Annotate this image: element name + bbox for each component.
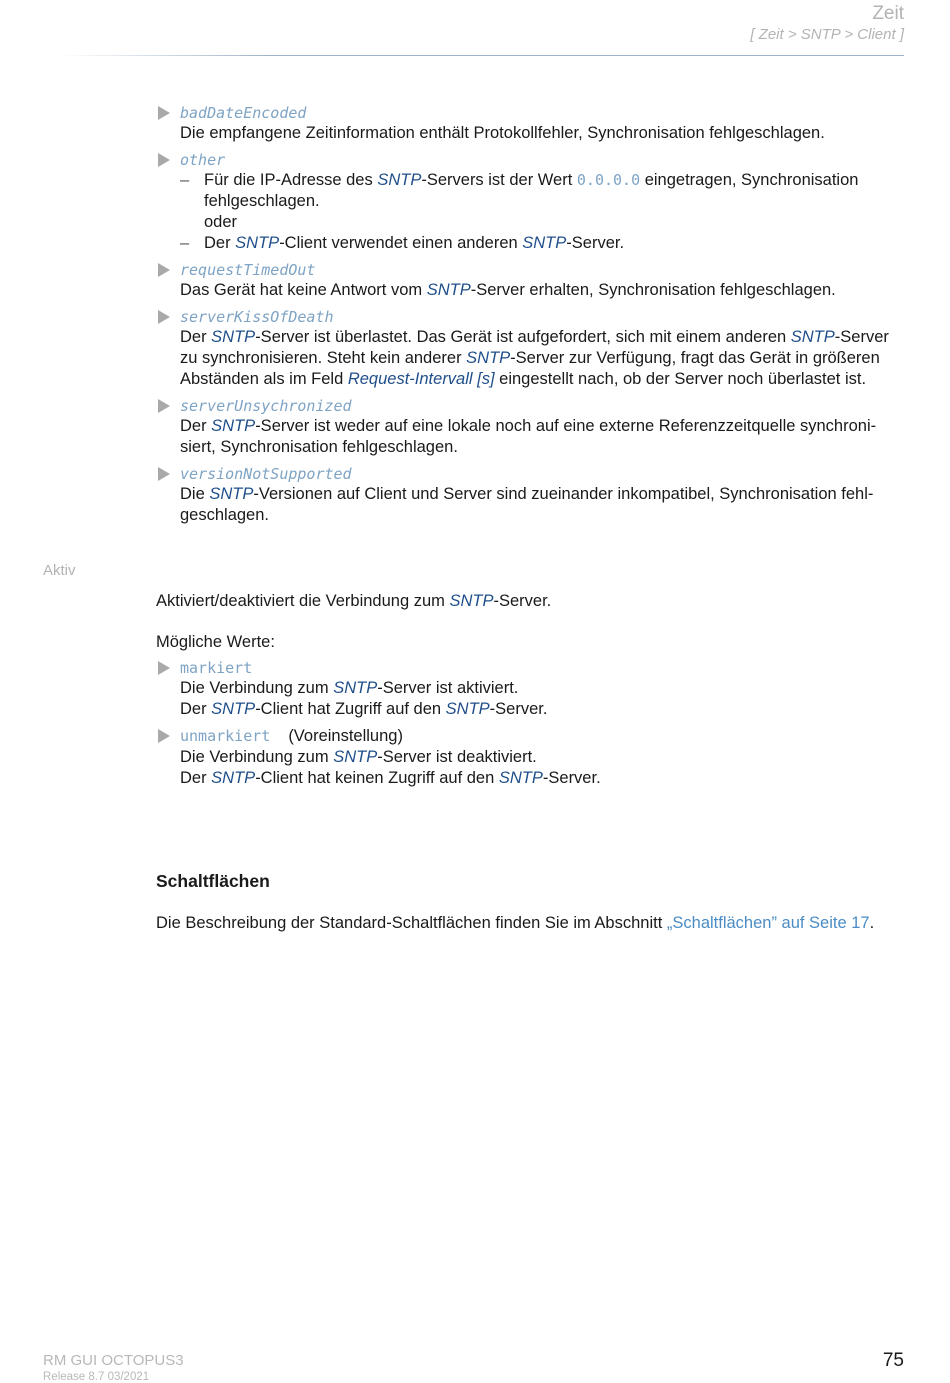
value-code: serverUnsychronized [180, 397, 352, 415]
term-sntp: SNTP [790, 328, 835, 346]
default-note: (Voreinstellung) [288, 727, 403, 745]
value-description: Die empfangene Zeitinformation enthält Protokollfehler, Synchronisation fehlgeschlagen. [180, 124, 825, 142]
possible-values-label: Mögliche Werte: [156, 633, 275, 651]
term-sntp: SNTP [211, 417, 256, 435]
value-code: unmarkiert [180, 727, 271, 745]
value-code: requestTimedOut [180, 261, 316, 279]
bullet-triangle-icon [158, 729, 170, 743]
list-item [156, 726, 906, 789]
bullet-triangle-icon [158, 399, 170, 413]
value-code: markiert [180, 659, 253, 677]
value-code: serverKissOfDeath [180, 308, 334, 326]
list-item [156, 658, 906, 720]
bullet-triangle-icon [158, 263, 170, 277]
header-divider [60, 55, 904, 56]
sub-item: – Der SNTP-Client verwendet einen anderen SNTP-Server. [180, 234, 625, 252]
value-code: versionNotSupported [180, 465, 352, 483]
term-sntp: SNTP [211, 328, 256, 346]
section-heading: Schaltflächen [156, 871, 270, 891]
term-sntp: SNTP [426, 281, 471, 299]
bullet-triangle-icon [158, 467, 170, 481]
term-sntp: SNTP [209, 485, 254, 503]
term-sntp: SNTP [333, 748, 378, 766]
list-item [156, 396, 906, 458]
section-text: Die Beschreibung der Standard-Schaltflächen finden Sie im Abschnitt „Schaltflächen” auf Seite 17. [156, 914, 875, 932]
aktiv-section [156, 591, 906, 795]
status-value-list [156, 103, 906, 532]
list-item [156, 150, 906, 254]
term-sntp: SNTP [333, 679, 378, 697]
list-item [156, 103, 906, 144]
list-item [156, 260, 906, 301]
or-text: oder [204, 213, 238, 231]
value-description: Der SNTP-Server ist weder auf eine lokale noch auf eine externe Referenzzeitquelle synchroni- siert, Synchronisation fehlgeschlagen. [180, 417, 877, 456]
breadcrumb: [ Zeit > SNTP > Client ] [750, 26, 904, 43]
term-sntp: SNTP [445, 700, 490, 718]
term-sntp: SNTP [211, 769, 256, 787]
bullet-triangle-icon [158, 661, 170, 675]
list-item [156, 307, 906, 390]
cross-reference-link[interactable]: „Schaltflächen” auf Seite 17 [666, 914, 870, 932]
field-reference: Request-Intervall [s] [347, 370, 495, 388]
field-label-aktiv: Aktiv [43, 562, 76, 579]
value-code: badDateEncoded [180, 104, 307, 122]
value-description: Die Verbindung zum SNTP-Server ist deaktiviert. Der SNTP-Client hat keinen Zugriff auf den SNTP-Server. [180, 748, 601, 787]
sub-item: – Für die IP-Adresse des SNTP-Servers ist der Wert 0.0.0.0 eingetragen, Synchronisation fehlgeschlagen. oder [180, 171, 859, 231]
header-title: Zeit [872, 3, 904, 24]
value-description: Das Gerät hat keine Antwort vom SNTP-Server erhalten, Synchronisation fehlgeschlagen. [180, 281, 836, 299]
page-number: 75 [882, 1350, 904, 1371]
term-sntp: SNTP [377, 171, 422, 189]
value-description: Die SNTP-Versionen auf Client und Server sind zueinander inkompatibel, Synchronisation fehl- geschlagen. [180, 485, 874, 524]
bullet-triangle-icon [158, 153, 170, 167]
dash-bullet: – [180, 171, 190, 189]
footer-release: Release 8.7 03/2021 [43, 1371, 150, 1383]
list-item [156, 464, 906, 526]
term-sntp: SNTP [449, 592, 494, 610]
value-heading [180, 726, 906, 747]
footer-product: RM GUI OCTOPUS3 [43, 1352, 184, 1369]
term-sntp: SNTP [466, 349, 511, 367]
value-code: other [180, 151, 226, 169]
value-description: Der SNTP-Server ist überlastet. Das Gerät ist aufgefordert, sich mit einem anderen SNTP-Server zu synchronisieren. Steht kein anderer SNTP-Server zur Verfügung, fragt das Gerät in größeren Abständen als im Feld Request-Intervall [s] eingestellt nach, ob der Server noch überlastet ist. [180, 328, 889, 388]
term-sntp: SNTP [211, 700, 256, 718]
term-sntp: SNTP [235, 234, 280, 252]
value-description: Die Verbindung zum SNTP-Server ist aktiviert. Der SNTP-Client hat Zugriff auf den SNTP-Server. [180, 679, 548, 718]
ip-value: 0.0.0.0 [576, 171, 641, 189]
aktiv-intro: Aktiviert/deaktiviert die Verbindung zum SNTP-Server. [156, 592, 552, 610]
dash-bullet: – [180, 234, 190, 252]
term-sntp: SNTP [522, 234, 567, 252]
bullet-triangle-icon [158, 310, 170, 324]
bullet-triangle-icon [158, 106, 170, 120]
term-sntp: SNTP [498, 769, 543, 787]
